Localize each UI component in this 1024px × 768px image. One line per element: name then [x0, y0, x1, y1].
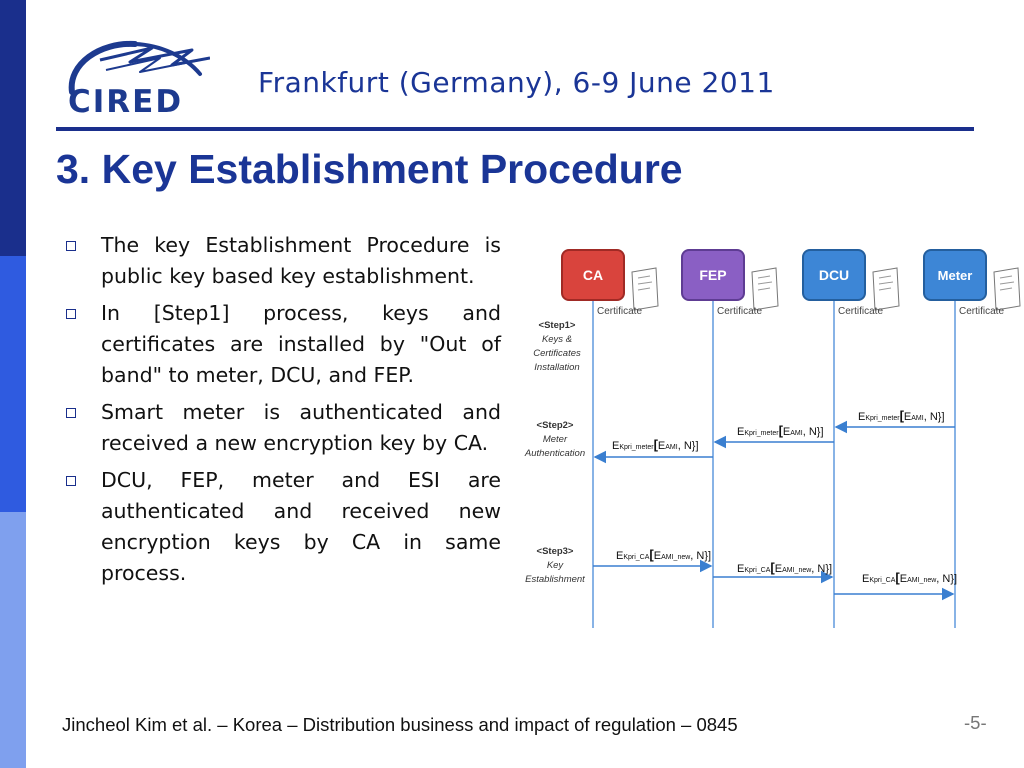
- bullet-item: [64, 465, 501, 589]
- certificate-icon: [994, 268, 1020, 310]
- fep-label: FEP: [699, 267, 727, 283]
- step3-name: <Step3>: [536, 546, 574, 557]
- bullet-list: [64, 230, 501, 595]
- square-bullet-icon: [66, 408, 76, 418]
- step2-desc: Authentication: [524, 448, 586, 459]
- message-label: EKpri_meter[EAMI, N}]: [737, 423, 824, 438]
- bullet-text: In [Step1] process, keys and certificates are installed by "Out of band" to meter, DCU, and FEP.: [101, 301, 501, 387]
- step3-desc: Establishment: [525, 574, 585, 585]
- page-number: -5-: [964, 712, 987, 733]
- step1-desc: Installation: [534, 362, 580, 373]
- key-establishment-diagram: [524, 244, 1024, 634]
- message-label: EKpri_CA[EAMI_new, N}]: [862, 570, 958, 585]
- certificate-icon: [752, 268, 778, 310]
- message-label: EKpri_CA[EAMI_new, N}]: [737, 560, 833, 575]
- dcu-label: DCU: [818, 267, 850, 283]
- side-bar-bottom: [0, 512, 26, 768]
- message-label: EKpri_meter[EAMI, N}]: [612, 437, 699, 452]
- step1-name: <Step1>: [538, 320, 576, 331]
- step2-name: <Step2>: [536, 420, 574, 431]
- header-divider: [56, 127, 974, 131]
- slide-title: 3. Key Establishment Procedure: [56, 146, 683, 192]
- fep-entity: [682, 250, 744, 300]
- certificate-icon: [632, 268, 658, 310]
- bullet-text: DCU, FEP, meter and ESI are authenticated and received new encryption keys by CA in same process.: [101, 468, 501, 585]
- step1-desc: Keys &: [541, 334, 573, 345]
- side-bar-top: [0, 0, 26, 256]
- bullet-item: [64, 230, 501, 292]
- ca-label: CA: [582, 267, 604, 283]
- certificate-label: Certificate: [717, 306, 763, 317]
- side-bar-middle: [0, 256, 26, 512]
- footer-citation: Jincheol Kim et al. – Korea – Distribution business and impact of regulation – 0845: [62, 714, 738, 735]
- step3-desc: Key: [546, 560, 564, 571]
- square-bullet-icon: [66, 476, 76, 486]
- message-label: EKpri_meter[EAMI, N}]: [858, 408, 945, 423]
- bullet-text: The key Establishment Procedure is public key based key establishment.: [101, 233, 501, 288]
- step1-desc: Certificates: [533, 348, 581, 359]
- step2-desc: Meter: [542, 434, 568, 445]
- bullet-text: Smart meter is authenticated and received a new encryption key by CA.: [101, 400, 501, 455]
- dcu-entity: [803, 250, 865, 300]
- bullet-item: [64, 397, 501, 459]
- bullet-item: [64, 298, 501, 391]
- meter-label: Meter: [937, 268, 973, 283]
- meter-entity: [924, 250, 986, 300]
- certificate-label: Certificate: [959, 306, 1005, 317]
- ca-entity: [562, 250, 624, 300]
- certificate-icon: [873, 268, 899, 310]
- message-label: EKpri_CA[EAMI_new, N}]: [616, 547, 712, 562]
- certificate-label: Certificate: [838, 306, 884, 317]
- square-bullet-icon: [66, 309, 76, 319]
- logo-text: CIRED: [68, 84, 184, 120]
- conference-info: Frankfurt (Germany), 6-9 June 2011: [258, 66, 775, 99]
- square-bullet-icon: [66, 241, 76, 251]
- certificate-label: Certificate: [597, 306, 643, 317]
